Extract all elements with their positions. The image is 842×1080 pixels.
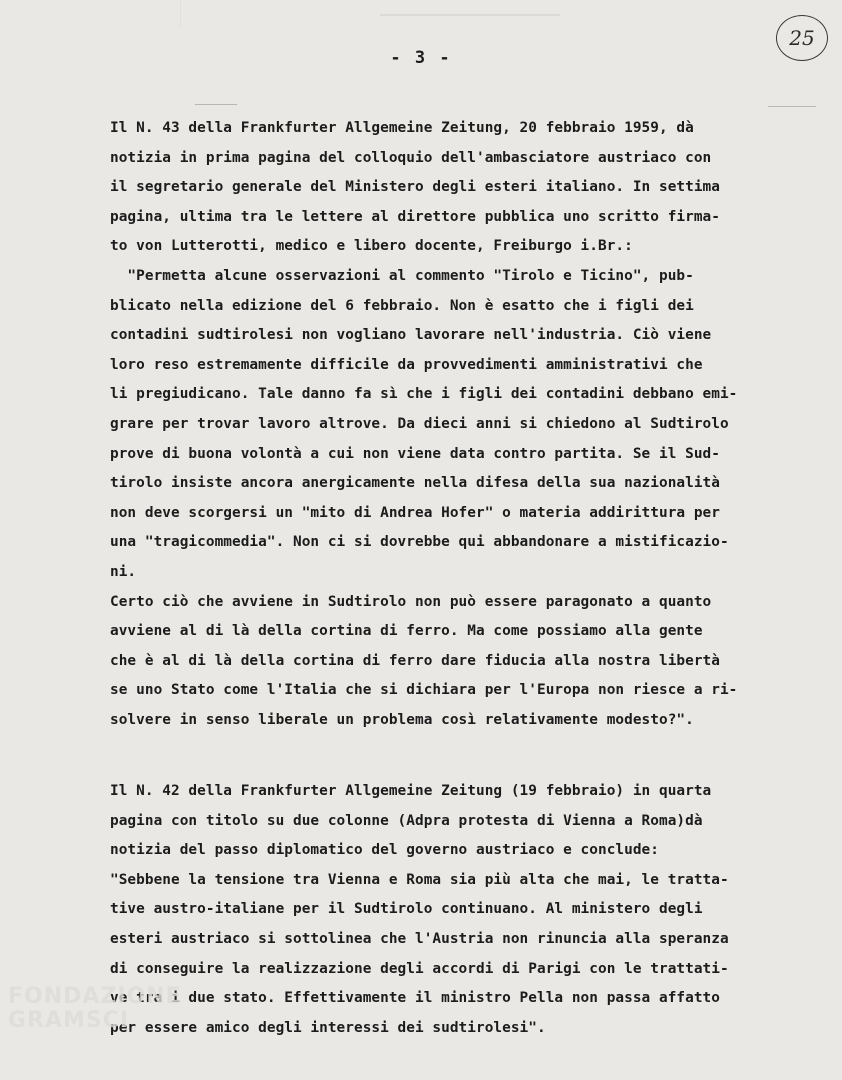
- text-line: Il N. 42 della Frankfurter Allgemeine Zeitung (19 febbraio) in quarta: [110, 783, 712, 799]
- text-line: notizia in prima pagina del colloquio dell'ambasciatore austriaco con: [110, 149, 712, 166]
- text-line: solvere in senso liberale un problema così relativamente modesto?".: [110, 711, 694, 728]
- text-line: li pregiudicano. Tale danno fa sì che i figli dei contadini debbano emi-: [110, 386, 738, 403]
- text-line: blicato nella edizione del 6 febbraio. Non è esatto che i figli dei: [110, 297, 694, 314]
- text-line: loro reso estremamente difficile da provvedimenti amministrativi che: [110, 356, 703, 373]
- archive-watermark: FONDAZIONE GRAMSCI: [8, 984, 182, 1033]
- text-line: Il N. 43 della Frankfurter Allgemeine Zeitung, 20 febbraio 1959, dà: [110, 120, 694, 136]
- bleed-through-mark: [60, 0, 181, 28]
- text-line: ve tra i due stato. Effettivamente il ministro Pella non passa affatto: [110, 990, 720, 1007]
- text-line: pagina, ultima tra le lettere al direttore pubblica uno scritto firma-: [110, 208, 720, 225]
- text-line: "Permetta alcune osservazioni al commento "Tirolo e Ticino", pub-: [110, 267, 694, 284]
- archive-number-stamp: 25: [776, 15, 828, 61]
- text-line: tive austro-italiane per il Sudtirolo continuano. Al ministero degli: [110, 901, 703, 918]
- text-line: pagina con titolo su due colonne (Adpra protesta di Vienna a Roma)dà: [110, 812, 703, 829]
- text-line: di conseguire la realizzazione degli accordi di Parigi con le trattati-: [110, 960, 729, 977]
- text-line: il segretario generale del Ministero degli esteri italiano. In settima: [110, 179, 720, 196]
- text-line: una "tragicommedia". Non ci si dovrebbe qui abbandonare a mistificazio-: [110, 534, 729, 551]
- text-line: "Sebbene la tensione tra Vienna e Roma sia più alta che mai, le tratta-: [110, 871, 729, 888]
- paragraph-frankfurter-n42: [110, 777, 822, 1043]
- text-line: per essere amico degli interessi dei sudtirolesi".: [110, 1019, 546, 1036]
- faint-rule: [195, 104, 237, 105]
- paragraph-lutterotti-letter: [110, 114, 822, 735]
- text-line: non deve scorgersi un "mito di Andrea Hofer" o materia addirittura per: [110, 504, 720, 521]
- text-line: esteri austriaco si sottolinea che l'Austria non rinuncia alla speranza: [110, 930, 729, 947]
- text-line: che è al di là della cortina di ferro dare fiducia alla nostra libertà: [110, 652, 720, 669]
- text-line: to von Lutterotti, medico e libero docente, Freiburgo i.Br.:: [110, 238, 633, 255]
- page-number: - 3 -: [390, 48, 452, 68]
- text-line: avviene al di là della cortina di ferro. Ma come possiamo alla gente: [110, 623, 703, 640]
- bleed-through-mark: [380, 0, 560, 16]
- text-line: tirolo insiste ancora anergicamente nella difesa della sua nazionalità: [110, 475, 720, 492]
- faint-rule: [768, 106, 816, 107]
- text-line: se uno Stato come l'Italia che si dichiara per l'Europa non riesce a ri-: [110, 682, 738, 699]
- text-line: grare per trovar lavoro altrove. Da dieci anni si chiedono al Sudtirolo: [110, 415, 729, 432]
- text-line: contadini sudtirolesi non vogliano lavorare nell'industria. Ciò viene: [110, 327, 712, 344]
- text-line: ni.: [110, 563, 137, 580]
- text-line: prove di buona volontà a cui non viene data contro partita. Se il Sud-: [110, 445, 720, 462]
- text-line: notizia del passo diplomatico del governo austriaco e conclude:: [110, 842, 659, 859]
- text-line: Certo ciò che avviene in Sudtirolo non può essere paragonato a quanto: [110, 593, 712, 610]
